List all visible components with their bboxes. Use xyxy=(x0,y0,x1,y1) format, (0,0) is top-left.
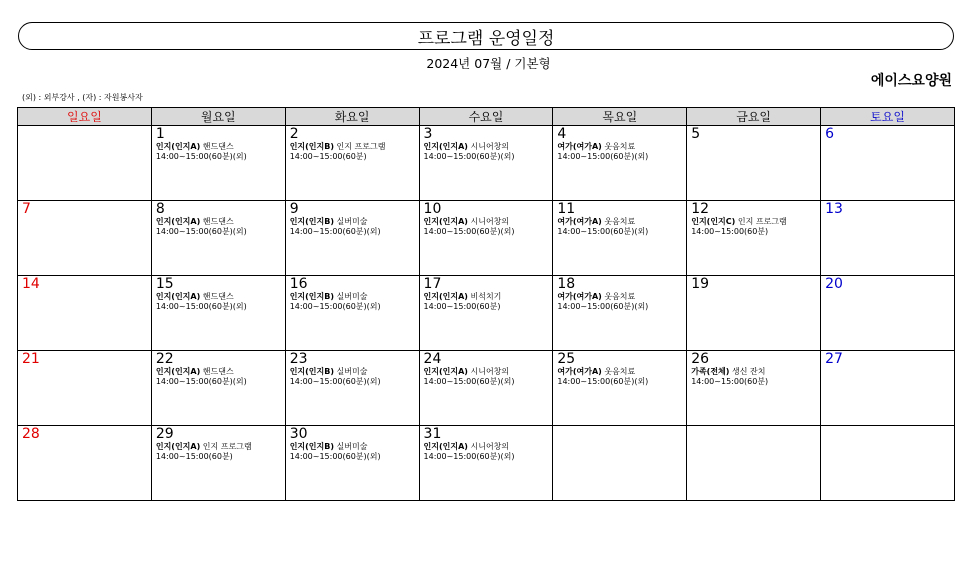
program-name: 핸드댄스 xyxy=(200,217,234,226)
program-name: 인지 프로그램 xyxy=(200,442,252,451)
weekday-saturday: 토요일 xyxy=(821,108,955,126)
day-number: 5 xyxy=(691,126,701,142)
day-number: 25 xyxy=(557,351,576,367)
program-time: 14:00~15:00(60분)(외) xyxy=(423,452,515,461)
day-number: 24 xyxy=(423,351,442,367)
program-name: 실버미술 xyxy=(334,217,368,226)
calendar-day-cell[interactable] xyxy=(687,351,821,426)
week-row xyxy=(18,126,955,201)
calendar-day-cell[interactable] xyxy=(687,276,821,351)
program-title xyxy=(424,142,549,152)
program-title xyxy=(424,367,549,377)
program-title xyxy=(156,442,281,452)
calendar-day-cell[interactable] xyxy=(687,426,821,501)
program-name: 인지 프로그램 xyxy=(735,217,787,226)
day-number: 13 xyxy=(825,201,843,217)
program-name: 핸드댄스 xyxy=(200,367,234,376)
calendar-day-cell[interactable] xyxy=(285,201,419,276)
day-number: 15 xyxy=(155,276,174,292)
calendar-day-cell[interactable] xyxy=(821,351,955,426)
calendar-day-cell[interactable] xyxy=(553,126,687,201)
program-category: 가족(전체) xyxy=(691,367,730,376)
calendar-day-cell[interactable] xyxy=(18,426,152,501)
program-category: 인지(인지C) xyxy=(691,217,736,226)
day-number: 14 xyxy=(22,276,40,292)
day-number: 1 xyxy=(155,126,165,142)
day-number: 27 xyxy=(825,351,843,367)
day-number: 3 xyxy=(423,126,433,142)
calendar-day-cell[interactable] xyxy=(419,426,553,501)
program-time: 14:00~15:00(60분) xyxy=(423,302,501,311)
program-name: 웃음치료 xyxy=(601,142,636,151)
calendar-day-cell[interactable] xyxy=(821,201,955,276)
program-category: 인지(인지A) xyxy=(155,292,201,301)
day-number: 11 xyxy=(557,201,576,217)
program-category: 인지(인지A) xyxy=(423,142,468,151)
program-category: 인지(인지B) xyxy=(289,292,335,301)
program-category: 인지(인지A) xyxy=(155,217,201,226)
day-number: 6 xyxy=(825,126,834,142)
calendar-day-cell[interactable] xyxy=(285,126,419,201)
program-time: 14:00~15:00(60분) xyxy=(691,377,769,386)
program-name: 웃음치료 xyxy=(601,217,636,226)
calendar-day-cell[interactable] xyxy=(18,276,152,351)
weekday-friday: 금요일 xyxy=(687,108,821,126)
calendar-day-cell[interactable] xyxy=(821,426,955,501)
program-title xyxy=(557,292,682,302)
program-name: 핸드댄스 xyxy=(200,142,234,151)
calendar-day-cell[interactable] xyxy=(285,351,419,426)
calendar-day-cell[interactable] xyxy=(553,351,687,426)
program-time: 14:00~15:00(60분)(외) xyxy=(289,452,381,461)
program-name: 실버미술 xyxy=(334,367,368,376)
program-name: 시니어창의 xyxy=(467,142,510,151)
calendar-day-cell[interactable] xyxy=(151,201,285,276)
calendar-table xyxy=(17,107,955,501)
program-name: 실버미술 xyxy=(334,442,368,451)
calendar-day-cell[interactable] xyxy=(151,126,285,201)
day-number: 2 xyxy=(289,126,299,142)
program-category: 인지(인지A) xyxy=(155,442,201,451)
program-time: 14:00~15:00(60분)(외) xyxy=(423,227,515,236)
schedule-subtitle: 2024년 07월 / 기본형 xyxy=(426,56,551,71)
week-row xyxy=(18,201,955,276)
calendar-day-cell[interactable] xyxy=(553,201,687,276)
program-category: 인지(인지B) xyxy=(289,217,335,226)
program-category: 인지(인지A) xyxy=(423,292,468,301)
calendar-day-cell[interactable] xyxy=(821,276,955,351)
program-time: 14:00~15:00(60분)(외) xyxy=(289,302,381,311)
program-title xyxy=(156,217,281,227)
organization-name: 에이스요양원 xyxy=(870,73,952,89)
program-time: 14:00~15:00(60분)(외) xyxy=(155,227,247,236)
day-number: 21 xyxy=(22,351,40,367)
program-title xyxy=(156,142,281,152)
calendar-day-cell[interactable] xyxy=(821,126,955,201)
day-number: 31 xyxy=(423,426,442,442)
calendar-day-cell[interactable] xyxy=(687,201,821,276)
calendar-day-cell[interactable] xyxy=(18,351,152,426)
program-time: 14:00~15:00(60분)(외) xyxy=(289,377,381,386)
day-number: 10 xyxy=(423,201,442,217)
program-category: 여가(여가A) xyxy=(557,142,602,151)
program-time: 14:00~15:00(60분)(외) xyxy=(155,302,247,311)
program-time: 14:00~15:00(60분)(외) xyxy=(155,152,247,161)
program-name: 웃음치료 xyxy=(601,292,636,301)
day-number: 23 xyxy=(289,351,308,367)
program-time: 14:00~15:00(60분)(외) xyxy=(557,377,649,386)
program-name: 비석치기 xyxy=(467,292,502,301)
program-title xyxy=(290,442,415,452)
program-time: 14:00~15:00(60분)(외) xyxy=(557,227,649,236)
day-number: 17 xyxy=(423,276,442,292)
calendar-day-cell[interactable] xyxy=(419,126,553,201)
calendar-day-cell[interactable] xyxy=(285,276,419,351)
calendar-day-cell[interactable] xyxy=(419,276,553,351)
program-title xyxy=(691,217,816,227)
calendar-day-cell[interactable] xyxy=(151,276,285,351)
program-category: 인지(인지B) xyxy=(289,442,335,451)
program-name: 시니어창의 xyxy=(467,442,510,451)
program-title xyxy=(557,217,682,227)
calendar-day-cell[interactable] xyxy=(553,426,687,501)
day-number: 26 xyxy=(691,351,710,367)
program-title xyxy=(424,292,549,302)
program-category: 인지(인지A) xyxy=(155,367,201,376)
day-number: 9 xyxy=(289,201,299,217)
program-category: 인지(인지B) xyxy=(289,142,335,151)
calendar-day-cell[interactable] xyxy=(18,201,152,276)
program-name: 인지 프로그램 xyxy=(334,142,386,151)
program-category: 인지(인지A) xyxy=(423,442,468,451)
program-name: 실버미술 xyxy=(334,292,368,301)
day-number: 8 xyxy=(155,201,165,217)
program-title xyxy=(424,217,549,227)
weekday-wednesday: 수요일 xyxy=(419,108,553,126)
legend-note: (외) : 외부강사 , (자) : 자원봉사자 xyxy=(22,93,143,102)
program-name: 시니어창의 xyxy=(467,217,510,226)
program-title xyxy=(691,367,816,377)
day-number: 22 xyxy=(155,351,174,367)
weekday-monday: 월요일 xyxy=(151,108,285,126)
program-title xyxy=(290,367,415,377)
calendar-day-cell[interactable] xyxy=(419,351,553,426)
day-number: 16 xyxy=(289,276,308,292)
calendar-day-cell[interactable] xyxy=(18,126,152,201)
weekday-sunday: 일요일 xyxy=(18,108,152,126)
program-category: 여가(여가A) xyxy=(557,217,602,226)
program-time: 14:00~15:00(60분)(외) xyxy=(289,227,381,236)
program-title xyxy=(557,142,682,152)
program-category: 인지(인지A) xyxy=(155,142,201,151)
program-title xyxy=(290,142,415,152)
weekday-tuesday: 화요일 xyxy=(285,108,419,126)
program-title xyxy=(424,442,549,452)
program-time: 14:00~15:00(60분)(외) xyxy=(423,377,515,386)
program-name: 생신 잔치 xyxy=(729,367,766,376)
day-number: 7 xyxy=(22,201,31,217)
day-number: 30 xyxy=(289,426,308,442)
program-name: 시니어창의 xyxy=(467,367,510,376)
program-category: 여가(여가A) xyxy=(557,367,602,376)
weekday-header-row xyxy=(18,108,955,126)
week-row xyxy=(18,276,955,351)
day-number: 19 xyxy=(691,276,710,292)
day-number: 28 xyxy=(22,426,40,442)
page-title: 프로그램 운영일정 xyxy=(18,22,954,50)
program-category: 인지(인지A) xyxy=(423,217,468,226)
program-title xyxy=(156,367,281,377)
program-time: 14:00~15:00(60분)(외) xyxy=(423,152,515,161)
program-time: 14:00~15:00(60분) xyxy=(691,227,769,236)
program-title xyxy=(290,292,415,302)
week-row xyxy=(18,351,955,426)
program-time: 14:00~15:00(60분)(외) xyxy=(155,377,247,386)
calendar-day-cell[interactable] xyxy=(687,126,821,201)
calendar-day-cell[interactable] xyxy=(151,426,285,501)
week-row xyxy=(18,426,955,501)
calendar-day-cell[interactable] xyxy=(285,426,419,501)
program-title xyxy=(290,217,415,227)
program-name: 핸드댄스 xyxy=(200,292,234,301)
calendar-day-cell[interactable] xyxy=(151,351,285,426)
calendar-day-cell[interactable] xyxy=(419,201,553,276)
program-category: 인지(인지B) xyxy=(289,367,335,376)
program-time: 14:00~15:00(60분)(외) xyxy=(557,302,649,311)
day-number: 20 xyxy=(825,276,843,292)
program-title xyxy=(557,367,682,377)
program-time: 14:00~15:00(60분)(외) xyxy=(557,152,649,161)
day-number: 29 xyxy=(155,426,174,442)
program-name: 웃음치료 xyxy=(601,367,636,376)
program-category: 여가(여가A) xyxy=(557,292,602,301)
day-number: 12 xyxy=(691,201,710,217)
program-title xyxy=(156,292,281,302)
program-time: 14:00~15:00(60분) xyxy=(155,452,233,461)
program-category: 인지(인지A) xyxy=(423,367,468,376)
day-number: 18 xyxy=(557,276,576,292)
day-number: 4 xyxy=(557,126,567,142)
calendar-day-cell[interactable] xyxy=(553,276,687,351)
program-time: 14:00~15:00(60분) xyxy=(289,152,367,161)
weekday-thursday: 목요일 xyxy=(553,108,687,126)
